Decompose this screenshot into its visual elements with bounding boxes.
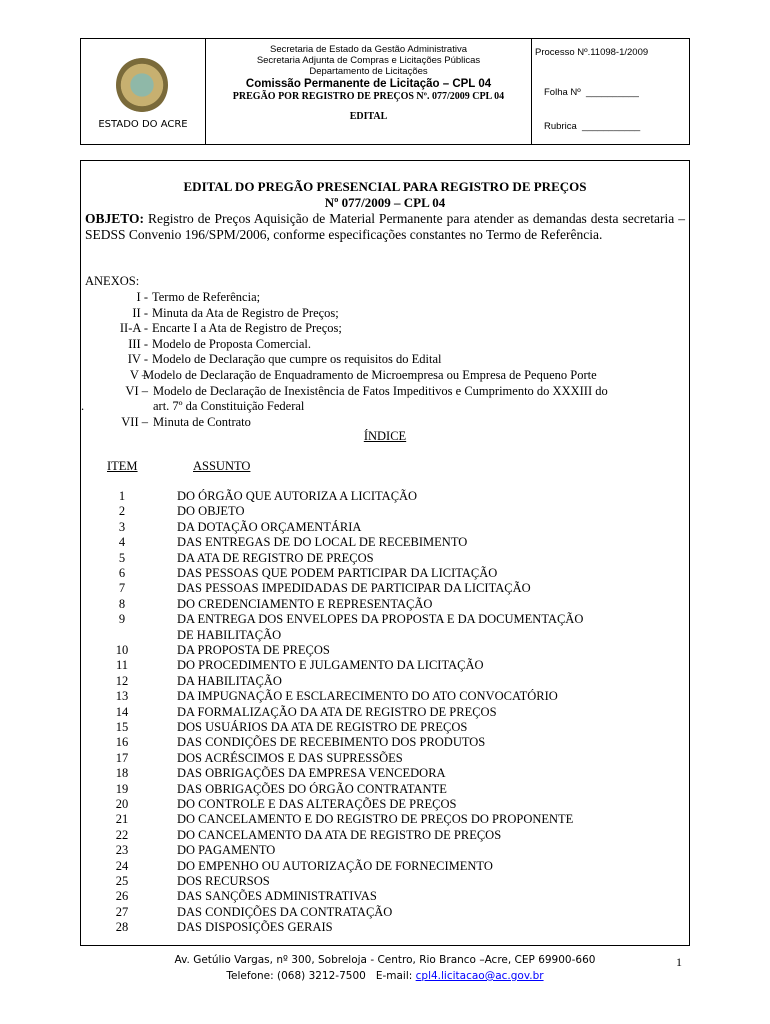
item-subject: DAS PESSOAS QUE PODEM PARTICIPAR DA LICITAÇÃO	[177, 566, 498, 580]
footer-phone: Telefone: (068) 3212-7500 E-mail:	[226, 970, 416, 982]
item-subject: DO ÓRGÃO QUE AUTORIZA A LICITAÇÃO	[177, 489, 418, 503]
item-number: 27	[115, 904, 129, 919]
anexo-text: Modelo de Declaração que cumpre os requisitos do Edital	[152, 352, 442, 367]
anexo-text: Modelo de Proposta Comercial.	[152, 336, 311, 351]
indice-row	[81, 782, 689, 797]
anexo-number: VII –	[121, 414, 148, 429]
agency-line: Secretaria de Estado da Gestão Administrativa	[270, 44, 467, 55]
item-subject: DAS CONDIÇÕES DE RECEBIMENTO DOS PRODUTOS	[177, 735, 486, 750]
indice-row	[81, 720, 689, 735]
item-number: 18	[115, 766, 129, 781]
item-subject: DA FORMALIZAÇÃO DA ATA DE REGISTRO DE PREÇOS	[177, 704, 497, 719]
item-subject: DAS OBRIGAÇÕES DA EMPRESA VENCEDORA	[177, 766, 446, 781]
anexo-text: art. 7º da Constituição Federal	[153, 399, 305, 414]
item-subject: DA ATA DE REGISTRO DE PREÇOS	[177, 550, 374, 565]
process-cell	[532, 39, 689, 144]
item-subject: DOS ACRÉSCIMOS E DAS SUPRESSÕES	[177, 750, 403, 765]
agency-cell	[206, 39, 532, 144]
indice-row	[81, 905, 689, 920]
process-number: Processo Nº.11098-1/2009	[535, 47, 649, 58]
page-number: 1	[676, 955, 682, 969]
anexo-number: V –	[129, 368, 148, 382]
indice-row	[81, 828, 689, 843]
edital-number: Nº 077/2009 – CPL 04	[324, 195, 446, 210]
state-seal-logo	[116, 57, 168, 113]
letterhead	[80, 38, 690, 145]
item-subject: DO OBJETO	[177, 504, 245, 519]
indice-row	[81, 705, 689, 720]
commission-name: Comissão Permanente de Licitação – CPL 04	[245, 78, 492, 90]
item-subject: DAS CONDIÇÕES DA CONTRATAÇÃO	[177, 904, 393, 919]
item-subject: DO CANCELAMENTO DA ATA DE REGISTRO DE PREÇOS	[177, 827, 502, 842]
anexo-number: I -	[136, 290, 148, 304]
item-number: 16	[115, 735, 129, 750]
edital-label: EDITAL	[349, 111, 388, 122]
indice-row	[81, 674, 689, 689]
item-number: 25	[115, 874, 129, 888]
col-assunto-header: ASSUNTO	[193, 459, 251, 473]
indice-row	[81, 612, 689, 627]
agency-line: Secretaria Adjunta de Compras e Licitações Públicas	[256, 55, 481, 66]
item-number: 3	[118, 519, 126, 534]
item-number: 26	[115, 889, 129, 904]
indice-row	[81, 581, 689, 596]
indice-row	[81, 489, 689, 504]
item-subject: DO PAGAMENTO	[177, 843, 276, 858]
item-number: 13	[115, 689, 129, 704]
objeto-paragraph	[85, 211, 685, 243]
item-subject: DOS USUÁRIOS DA ATA DE REGISTRO DE PREÇOS	[177, 720, 468, 734]
item-number: 20	[115, 797, 129, 811]
indice-row	[81, 658, 689, 673]
indice-row	[81, 597, 689, 612]
indice-row	[81, 874, 689, 889]
item-number: 4	[118, 535, 126, 550]
indice-row	[81, 566, 689, 581]
item-number: 2	[118, 504, 126, 519]
item-subject: DA ENTREGA DOS ENVELOPES DA PROPOSTA E DA DOCUMENTAÇÃO	[177, 612, 584, 627]
anexo-text: Minuta de Contrato	[153, 414, 251, 429]
anexo-text: Encarte I a Ata de Registro de Preços;	[152, 321, 342, 336]
item-number: 9	[118, 612, 126, 627]
item-subject: DA HABILITAÇÃO	[177, 673, 282, 688]
item-subject: DE HABILITAÇÃO	[177, 627, 282, 642]
item-subject: DAS DISPOSIÇÕES GERAIS	[177, 920, 333, 935]
indice-row	[81, 812, 689, 827]
item-number: 17	[115, 750, 129, 765]
anexo-text: Minuta da Ata de Registro de Preços;	[152, 305, 339, 320]
item-subject: DOS RECURSOS	[177, 874, 270, 888]
anexo-number: II -	[132, 305, 148, 320]
anexo-text: Termo de Referência;	[152, 290, 261, 304]
item-subject: DA DOTAÇÃO ORÇAMENTÁRIA	[177, 519, 362, 534]
folha-field: Folha Nº __________	[544, 87, 639, 98]
item-subject: DO PROCEDIMENTO E JULGAMENTO DA LICITAÇÃO	[177, 658, 484, 673]
item-number: 5	[118, 550, 126, 565]
anexo-text: Modelo de Declaração de Enquadramento de Microempresa ou Empresa de Pequeno Porte	[143, 368, 597, 382]
anexo-number: VI –	[125, 383, 148, 398]
indice-row	[81, 520, 689, 535]
item-number: 19	[115, 781, 129, 796]
indice-title: ÍNDICE	[363, 429, 407, 443]
item-number: 11	[115, 658, 129, 673]
anexo-number: .	[81, 399, 85, 414]
item-subject: DA PROPOSTA DE PREÇOS	[177, 643, 330, 657]
agency-line: Departamento de Licitações	[309, 66, 428, 77]
item-number: 7	[118, 581, 126, 596]
item-number: 12	[115, 673, 129, 688]
item-subject: DAS PESSOAS IMPEDIDADAS DE PARTICIPAR DA LICITAÇÃO	[177, 581, 531, 596]
item-number: 21	[115, 812, 129, 827]
item-subject: DAS OBRIGAÇÕES DO ÓRGÃO CONTRATANTE	[177, 781, 447, 796]
indice-row	[81, 920, 689, 935]
item-subject: DAS ENTREGAS DE DO LOCAL DE RECEBIMENTO	[177, 535, 468, 550]
anexo-number: III -	[128, 336, 148, 351]
email-link[interactable]: cpl4.licitacao@ac.gov.br	[415, 970, 544, 982]
indice-row	[81, 843, 689, 858]
indice-row	[81, 628, 689, 643]
anexo-text: Modelo de Declaração de Inexistência de Fatos Impeditivos e Cumprimento do XXXIII do	[153, 383, 608, 398]
anexo-number: IV -	[127, 352, 148, 367]
indice-row	[81, 766, 689, 781]
item-number: 8	[118, 596, 126, 611]
indice-row	[81, 735, 689, 750]
item-subject: DO CANCELAMENTO E DO REGISTRO DE PREÇOS DO PROPONENTE	[177, 812, 574, 827]
logo-cell	[81, 39, 206, 144]
indice-row	[81, 751, 689, 766]
item-subject: DO CONTROLE E DAS ALTERAÇÕES DE PREÇOS	[177, 797, 457, 811]
item-number: 1	[118, 489, 126, 503]
estado-label: ESTADO DO ACRE	[98, 119, 188, 130]
indice-row	[81, 504, 689, 519]
footer-contact	[0, 968, 770, 984]
item-number: 23	[115, 843, 129, 858]
item-number: 15	[115, 720, 129, 734]
footer-address: Av. Getúlio Vargas, nº 300, Sobreloja - Centro, Rio Branco –Acre, CEP 69900-660	[174, 954, 596, 966]
item-subject: DO EMPENHO OU AUTORIZAÇÃO DE FORNECIMENTO	[177, 858, 493, 873]
item-number: 22	[115, 827, 129, 842]
indice-row	[81, 551, 689, 566]
objeto-text: Registro de Preços Aquisição de Material Permanente para atender as demandas desta secretaria – SEDSS Convenio 196/SPM/2006, conforme especificações constantes no Termo de Referência.	[85, 211, 685, 242]
item-subject: DAS SANÇÕES ADMINISTRATIVAS	[177, 889, 377, 904]
item-subject: DO CREDENCIAMENTO E REPRESENTAÇÃO	[177, 596, 433, 611]
edital-body	[80, 160, 690, 946]
edital-title: EDITAL DO PREGÃO PRESENCIAL PARA REGISTRO DE PREÇOS	[183, 179, 587, 194]
indice-row	[81, 689, 689, 704]
indice-row	[81, 797, 689, 812]
item-number: 6	[118, 566, 126, 580]
footer	[0, 952, 770, 984]
col-item-header: ITEM	[107, 459, 138, 473]
anexos-label: ANEXOS:	[85, 274, 140, 288]
item-number: 10	[115, 643, 129, 657]
objeto-label: OBJETO:	[85, 211, 145, 226]
indice-row	[81, 859, 689, 874]
indice-row	[81, 535, 689, 550]
item-number: 14	[115, 704, 129, 719]
indice-row	[81, 643, 689, 658]
item-number: 24	[115, 858, 129, 873]
pregao-line: PREGÃO POR REGISTRO DE PREÇOS Nº. 077/2009 CPL 04	[232, 91, 505, 102]
item-number: 28	[115, 920, 129, 935]
item-subject: DA IMPUGNAÇÃO E ESCLARECIMENTO DO ATO CONVOCATÓRIO	[177, 689, 558, 704]
rubrica-field: Rubrica ___________	[544, 121, 641, 132]
indice-row	[81, 889, 689, 904]
anexo-number: II-A -	[119, 321, 148, 336]
